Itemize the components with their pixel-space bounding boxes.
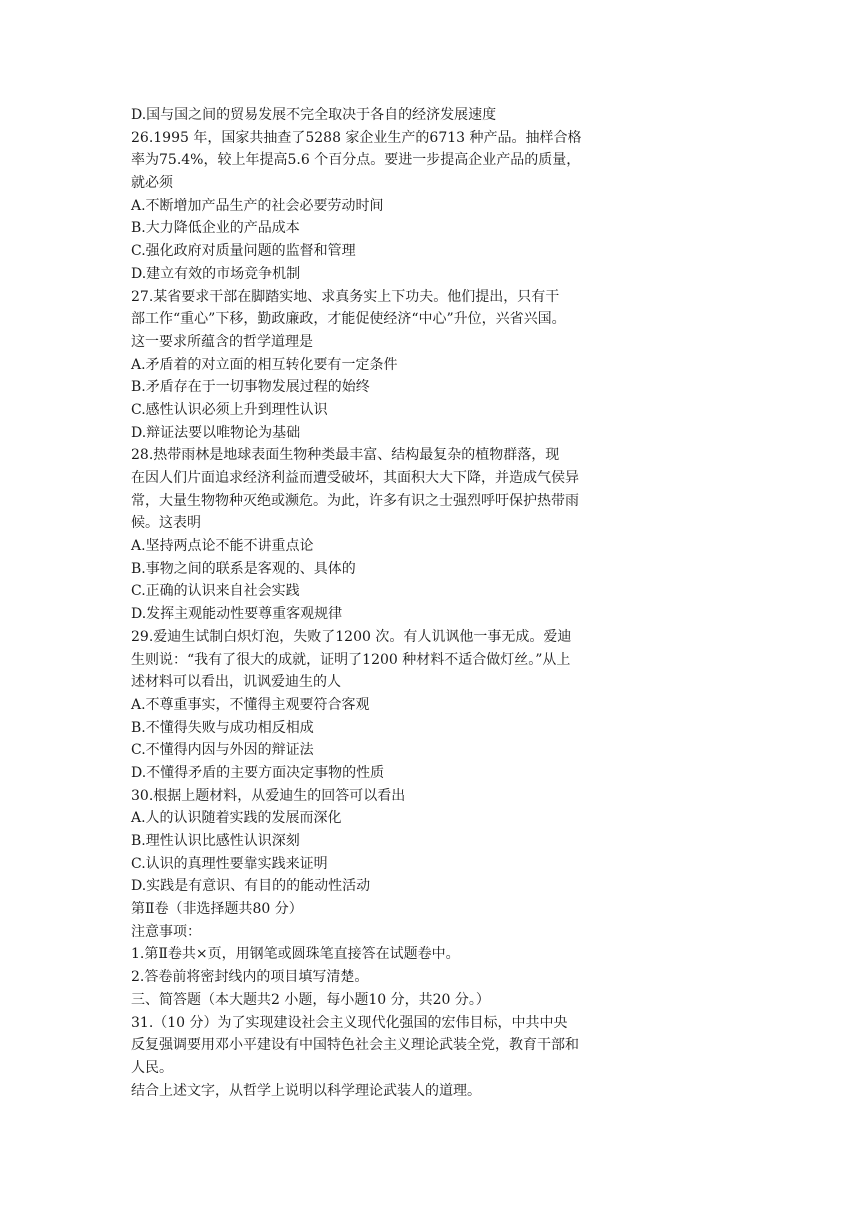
text-line: 第Ⅱ卷（非选择题共80 分） — [131, 901, 303, 918]
text-line: 常，大量生物物种灭绝或濒危。为此，许多有识之士强烈呼吁保护热带雨 — [131, 492, 579, 509]
text-line: B.理性认识比感性认识深刻 — [131, 833, 300, 849]
text-line: D.实践是有意识、有目的的能动性活动 — [131, 878, 371, 895]
text-line: 结合上述文字，从哲学上说明以科学理论武装人的道理。 — [131, 1082, 481, 1099]
text-line: 就必须 — [131, 175, 173, 192]
text-line: C.正确的认识来自社会实践 — [131, 583, 300, 600]
text-line: 1.第Ⅱ卷共×页，用钢笔或圆珠笔直接答在试题卷中。 — [131, 946, 460, 963]
text-line: 这一要求所蕴含的哲学道理是 — [131, 333, 313, 350]
text-line: 反复强调要用邓小平建设有中国特色社会主义理论武装全党，教育干部和 — [131, 1037, 579, 1054]
text-line: 26.1995 年，国家共抽查了5288 家企业生产的6713 种产品。抽样合格 — [131, 129, 582, 146]
text-line: A.人的认识随着实践的发展而深化 — [131, 810, 342, 827]
text-line: D.发挥主观能动性要尊重客观规律 — [131, 606, 343, 623]
text-line: C.强化政府对质量问题的监督和管理 — [131, 243, 356, 260]
text-line: 2.答卷前将密封线内的项目填写清楚。 — [131, 969, 369, 986]
document-body — [131, 104, 651, 1102]
text-line: 28.热带雨林是地球表面生物种类最丰富、结构最复杂的植物群落，现 — [131, 447, 560, 464]
text-line: 31.（10 分）为了实现建设社会主义现代化强国的宏伟目标，中共中央 — [131, 1014, 568, 1031]
text-line: 部工作“重心”下移，勤政廉政，才能促使经济“中心”升位，兴省兴国。 — [131, 311, 566, 328]
text-line: 30.根据上题材料，从爱迪生的回答可以看出 — [131, 787, 406, 804]
text-line: 三、简答题（本大题共2 小题，每小题10 分，共20 分。） — [131, 991, 490, 1008]
text-line: 人民。 — [131, 1059, 173, 1076]
text-line: 在因人们片面追求经济利益而遭受破坏，其面积大大下降，并造成气侯异 — [131, 470, 579, 486]
text-line: B.不懂得失败与成功相反相成 — [131, 719, 314, 736]
text-line: D.国与国之间的贸易发展不完全取决于各自的经济发展速度 — [131, 107, 497, 123]
text-line: 27.某省要求干部在脚踏实地、求真务实上下功夫。他们提出，只有干 — [131, 288, 560, 305]
text-line: 29.爱迪生试制白炽灯泡，失败了1200 次。有人讥讽他一事无成。爱迪 — [131, 628, 572, 645]
text-line: 注意事项： — [131, 923, 201, 940]
text-line: B.矛盾存在于一切事物发展过程的始终 — [131, 379, 370, 396]
text-line: D.建立有效的市场竞争机制 — [131, 265, 301, 282]
text-line: A.矛盾着的对立面的相互转化要有一定条件 — [131, 356, 398, 373]
text-line: 述材料可以看出，讥讽爱迪生的人 — [131, 674, 341, 691]
text-line: C.感性认识必须上升到理性认识 — [131, 401, 328, 418]
text-line: 生则说：“我有了很大的成就，证明了1200 种材料不适合做灯丝。”从上 — [131, 651, 571, 668]
text-line: A.不尊重事实，不懂得主观要符合客观 — [131, 696, 370, 713]
text-line: B.大力降低企业的产品成本 — [131, 220, 300, 237]
text-line: B.事物之间的联系是客观的、具体的 — [131, 560, 356, 577]
text-line: C.不懂得内因与外因的辩证法 — [131, 742, 314, 759]
text-line: D.辩证法要以唯物论为基础 — [131, 424, 301, 441]
text-line: A.坚持两点论不能不讲重点论 — [131, 538, 314, 555]
text-line: A.不断增加产品生产的社会必要劳动时间 — [131, 197, 384, 214]
text-line: 候。这表明 — [131, 515, 201, 532]
text-line: D.不懂得矛盾的主要方面决定事物的性质 — [131, 764, 385, 781]
text-line: C.认识的真理性要靠实践来证明 — [131, 855, 328, 872]
text-line: 率为75.4%，较上年提高5.6 个百分点。要进一步提高企业产品的质量， — [131, 152, 581, 169]
